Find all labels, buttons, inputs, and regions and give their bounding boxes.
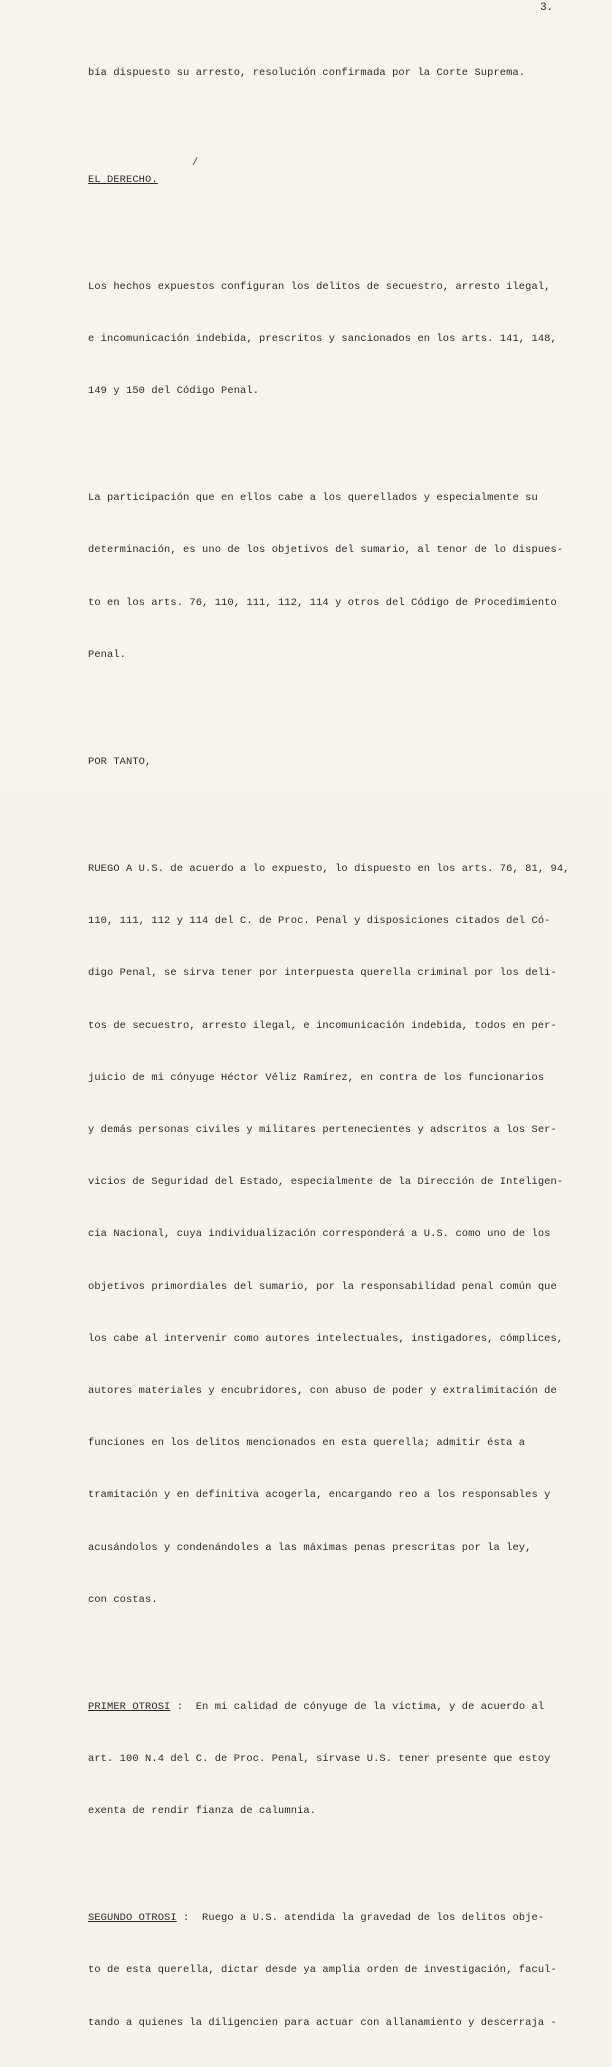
text-line: to de esta querella, dictar desde ya amplia orden de investigación, facul-	[88, 1964, 557, 1977]
text-line: 110, 111, 112 y 114 del C. de Proc. Penal y disposiciones citados del Có-	[88, 915, 551, 928]
text-line: objetivos primordiales del sumario, por la responsabilidad penal común que	[88, 1280, 557, 1293]
text-line: funciones en los delitos mencionados en esta querella; admitir ésta a	[88, 1437, 526, 1450]
text-line: RUEGO A U.S. de acuerdo a lo expuesto, lo dispuesto en los arts. 76, 81, 94,	[88, 862, 570, 875]
segundo-otrosi-line: SEGUNDO OTROSI : Ruego a U.S. atendida la gravedad de los delitos obje-	[88, 1912, 545, 1925]
text-line: art. 100 N.4 del C. de Proc. Penal, sírvase U.S. tener presente que estoy	[88, 1752, 551, 1765]
text-line: bía dispuesto su arresto, resolución confirmada por la Corte Suprema.	[88, 66, 526, 79]
text-line: digo Penal, se sirva tener por interpuesta querella criminal por los deli-	[88, 967, 557, 980]
text-line: tos de secuestro, arresto ilegal, e incomunicación indebida, todos en per-	[88, 1019, 557, 1032]
por-tanto-heading: POR TANTO,	[88, 755, 152, 768]
primer-otrosi-label: PRIMER OTROSI	[88, 1700, 171, 1713]
text-line: tando a quienes la diligencien para actuar con allanamiento y descerraja -	[88, 2016, 557, 2029]
stray-mark: /	[192, 158, 199, 169]
section-heading-derecho: EL DERECHO.	[88, 173, 158, 186]
text-line: los cabe al intervenir como autores intelectuales, instigadores, cómplices,	[88, 1332, 564, 1345]
text-line: Los hechos expuestos configuran los delitos de secuestro, arresto ilegal,	[88, 280, 551, 293]
text-line: y demás personas civiles y militares pertenecientes y adscritos a los Ser-	[88, 1123, 557, 1136]
text-line: juicio de mi cónyuge Héctor Véliz Ramírez, en contra de los funcionarios	[88, 1071, 545, 1084]
text-line: Penal.	[88, 648, 127, 661]
text-line: exenta de rendir fianza de calumnia.	[88, 1805, 317, 1818]
text-line: vicios de Seguridad del Estado, especialmente de la Dirección de Inteligen-	[88, 1176, 564, 1189]
document-body	[88, 30, 570, 2067]
text-line: con costas.	[88, 1593, 158, 1606]
text-line: acusándolos y condenándoles a las máximas penas prescritas por la ley,	[88, 1541, 532, 1554]
text-line: to en los arts. 76, 110, 111, 112, 114 y otros del Código de Procedimiento	[88, 596, 557, 609]
text-line: cia Nacional, cuya individualización corresponderá a U.S. como uno de los	[88, 1228, 551, 1241]
segundo-otrosi-label: SEGUNDO OTROSI	[88, 1912, 177, 1925]
page-number: 3.	[540, 2, 554, 14]
text-line: e incomunicación indebida, prescritos y sancionados en los arts. 141, 148,	[88, 333, 557, 346]
text-line: La participación que en ellos cabe a los querellados y especialmente su	[88, 492, 538, 505]
text-line: tramitación y en definitiva acogerla, encargando reo a los responsables y	[88, 1489, 551, 1502]
text-line: 149 y 150 del Código Penal.	[88, 385, 260, 398]
text-line: determinación, es uno de los objetivos del sumario, al tenor de lo dispues-	[88, 544, 564, 557]
primer-otrosi-line: PRIMER OTROSI : En mi calidad de cónyuge de la víctima, y de acuerdo al	[88, 1700, 545, 1713]
text-line: autores materiales y encubridores, con abuso de poder y extralimitación de	[88, 1384, 557, 1397]
